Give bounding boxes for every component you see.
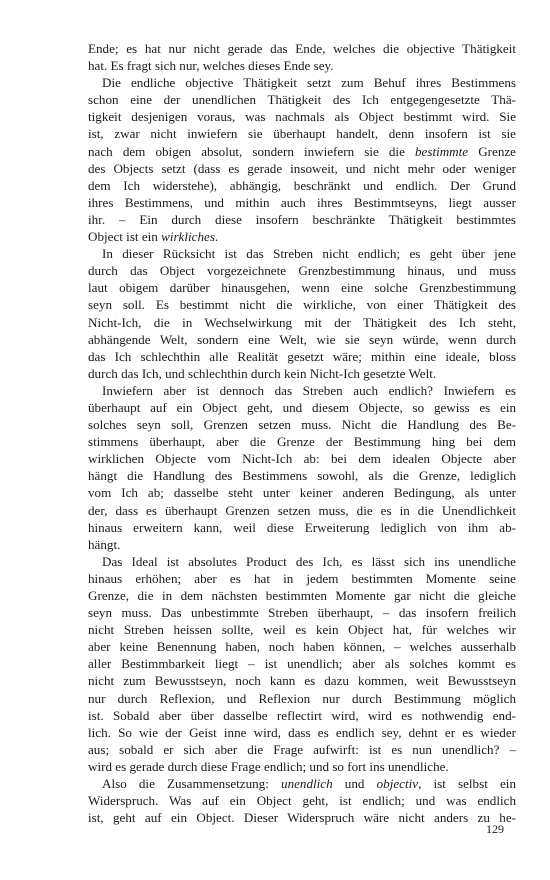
- text-line: hängt.: [88, 536, 121, 552]
- text-line: hängt die Handlung des Bestimmens sowohl, als die Grenze, lediglich: [88, 468, 516, 484]
- text-line: dem Ich widerstehe), abhängig, beschränkt und endlich. Der Grund: [88, 177, 516, 193]
- text-line: Object ist ein wirkliches.: [88, 229, 219, 245]
- text-line: wirklichen Objecte vom Nicht-Ich ab: bei dem idealen Objecte aber: [88, 451, 516, 467]
- text-line: Nicht-Ich, die in Wechselwirkung mit der Thätigkeit des Ich steht,: [88, 314, 516, 330]
- text-line: der, dass es überhaupt Grenzen setzen muss, die es in die Unendlichkeit: [88, 502, 516, 518]
- text-line: nach dem obigen absolut, sondern inwiefern sie die bestimmte Grenze: [88, 143, 516, 159]
- text-line: Die endliche objective Thätigkeit setzt zum Behuf ihres Bestimmens: [102, 75, 516, 91]
- text-line: laut obigem darüber hinausgehen, wenn eine solche Grenzbestimmung: [88, 280, 516, 296]
- text-line: ihr. – Ein durch diese insofern beschränkte Thätigkeit bestimmtes: [88, 211, 516, 227]
- text-line: Widerspruch. Was auf ein Object geht, ist endlich; und was endlich: [88, 793, 516, 809]
- text-line: durch das Object vorgezeichnete Grenzbestimmung hinaus, und muss: [88, 263, 516, 279]
- page-number: 129: [486, 822, 504, 836]
- text-line: seyn muss. Das unbestimmte Streben überhaupt, – das insofern freilich: [88, 605, 516, 621]
- text-line: Grenze, die in dem nächsten bestimmten Momente gar nicht die gleiche: [88, 588, 516, 603]
- text-line: hat. Es fragt sich nur, welches dieses Ende sey.: [88, 58, 334, 74]
- text-line: durch das Ich, und schlechthin durch kein Nicht-Ich gesetzte Welt.: [88, 365, 437, 381]
- text-line: ist, zwar nicht inwiefern sie überhaupt handelt, denn insofern ist sie: [88, 126, 516, 142]
- text-line: tigkeit desjenigen voraus, was nachmals als Object bestimmt wird. Sie: [88, 109, 516, 125]
- text-line: das Ich schlechthin alle Realität gesetzt wäre; mithin eine ideale, bloss: [88, 348, 516, 364]
- text-line: nur durch Reflexion, und Reflexion nur durch Bestimmung möglich: [88, 690, 516, 706]
- text-line: Ende; es hat nur nicht gerade das Ende, welches die objective Thätigkeit: [88, 41, 516, 56]
- text-line: des Objects setzt (dass es gerade insoweit, und nicht mehr oder weniger: [88, 160, 516, 176]
- text-line: seyn soll. Es bestimmt nicht die wirkliche, von einer Thätigkeit des: [88, 297, 516, 313]
- text-line: Also die Zusammensetzung: unendlich und objectiv, ist selbst ein: [102, 776, 516, 792]
- text-line: hinaus erweitern kann, weil diese Erweiterung lediglich von ihm ab-: [88, 519, 516, 535]
- text-line: solches seyn soll, Grenzen setzen muss. Nicht die Handlung des Be-: [88, 417, 516, 433]
- text-line: In dieser Rücksicht ist das Streben nicht endlich; es geht über jene: [102, 246, 516, 262]
- text-line: aber keine Benennung haben, noch haben können, – welches ausserhalb: [88, 639, 516, 655]
- text-line: abhängende Welt, sondern eine Welt, wie sie seyn würde, wenn durch: [88, 331, 516, 347]
- text-line: nicht zum Bewusstseyn, noch kann es dazu kommen, weit Bewusstseyn: [88, 673, 516, 689]
- text-line: nicht Streben heissen sollte, weil es kein Object hat, für welches wir: [88, 622, 516, 638]
- page-text: [88, 40, 516, 826]
- text-line: ist. Sobald aber über dasselbe reflectirt wird, wird es nothwendig end-: [88, 707, 516, 723]
- text-line: ihres Bestimmens, und mithin auch ihres Bestimmtseyns, liegt ausser: [88, 194, 516, 210]
- text-line: aller Bestimmbarkeit liegt – ist unendlich; aber als solches kommt es: [88, 656, 516, 672]
- text-line: lich. So wie der Geist inne wird, dass es endlich sey, dehnt er es wieder: [88, 724, 516, 740]
- text-line: wird es gerade durch diese Frage endlich; und so fort ins unendliche.: [88, 758, 449, 774]
- text-line: überhaupt auf ein Object geht, und diesem Objecte, so gewiss es ein: [88, 399, 516, 415]
- text-line: Inwiefern aber ist dennoch das Streben auch endlich? Inwiefern es: [102, 382, 516, 398]
- text-line: schon eine der unendlichen Thätigkeit des Ich entgegengesetzte Thä-: [88, 92, 516, 108]
- text-line: vom Ich ab; dasselbe steht unter keiner anderen Bedingung, als unter: [88, 485, 516, 501]
- text-line: Das Ideal ist absolutes Product des Ich, es lässt sich ins unendliche: [102, 553, 516, 569]
- text-line: ist, geht auf ein Object. Dieser Widerspruch wäre nicht anders zu he-: [88, 810, 516, 826]
- text-line: aus; sobald er sich aber die Frage aufwirft: ist es nun unendlich? –: [88, 741, 516, 757]
- text-line: hinaus erhöhen; aber es hat in jedem bestimmten Momente seine: [88, 570, 516, 586]
- text-line: stimmens überhaupt, aber die Grenze der Bestimmung hing bei dem: [88, 434, 516, 450]
